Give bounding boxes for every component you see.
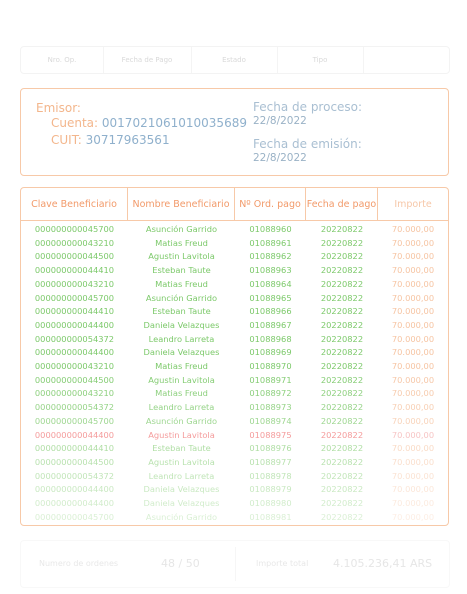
cell-nombre: Asunción Garrido <box>145 292 218 303</box>
cell-nombre: Matias Freud <box>155 388 208 399</box>
cell-fecha: 20220822 <box>320 443 364 454</box>
cell-clave: 000000000054372 <box>34 470 115 481</box>
cell-nombre: Matias Freud <box>155 361 208 371</box>
cell-fecha: 20220822 <box>320 470 364 481</box>
cell-importe: 70.000,00 <box>391 265 435 276</box>
cell-clave: 000000000043210 <box>34 278 115 289</box>
cell-fecha: 20220822 <box>320 429 364 440</box>
cell-orden: 01088969 <box>249 347 292 358</box>
cuenta-line <box>51 116 247 130</box>
col-header-importe[interactable]: Importe <box>394 198 432 210</box>
tab-tipo[interactable]: Tipo <box>277 47 364 73</box>
table-row[interactable] <box>21 319 448 333</box>
cell-nombre: Esteban Taute <box>152 306 211 317</box>
cell-orden: 01088961 <box>249 237 292 248</box>
cell-clave: 000000000044410 <box>34 443 115 454</box>
cell-orden: 01088962 <box>249 251 292 262</box>
ordenes-label: Numero de ordenes <box>39 559 119 568</box>
cell-nombre: Daniela Velazques <box>143 498 220 508</box>
ordenes-table <box>20 187 449 526</box>
cell-fecha: 20220822 <box>320 456 364 467</box>
fecha-emision-value: 22/8/2022 <box>253 152 307 164</box>
cell-importe: 70.000,00 <box>391 224 435 234</box>
cell-importe: 70.000,00 <box>391 443 435 454</box>
table-row[interactable] <box>21 346 448 360</box>
header-divider <box>21 220 448 221</box>
cell-nombre: Daniela Velazques <box>143 319 220 330</box>
tab-fecha-pago[interactable]: Fecha de Pago <box>103 47 192 73</box>
cell-fecha: 20220822 <box>320 278 364 289</box>
cell-importe: 70.000,00 <box>391 319 435 330</box>
cell-orden: 01088963 <box>249 265 292 276</box>
cell-fecha: 20220822 <box>320 361 364 371</box>
cell-fecha: 20220822 <box>320 374 364 385</box>
cell-clave: 000000000044400 <box>34 319 115 330</box>
cuit-line <box>51 133 170 147</box>
tab-estado[interactable]: Estado <box>191 47 278 73</box>
cuenta-label: Cuenta: <box>51 116 99 130</box>
ordenes-value: 48 / 50 <box>161 557 200 570</box>
cuit-value: 30717963561 <box>85 133 170 147</box>
cell-importe: 70.000,00 <box>391 402 435 413</box>
cell-nombre: Agustin Lavitola <box>148 429 215 440</box>
cell-orden: 01088976 <box>249 443 292 454</box>
cell-nombre: Asunción Garrido <box>145 511 218 522</box>
cell-importe: 70.000,00 <box>391 498 435 508</box>
cell-importe: 70.000,00 <box>391 237 435 248</box>
cell-orden: 01088975 <box>249 429 292 440</box>
cell-importe: 70.000,00 <box>391 333 435 344</box>
cell-nombre: Daniela Velazques <box>143 484 220 495</box>
cell-nombre: Leandro Larreta <box>148 402 215 413</box>
cell-importe: 70.000,00 <box>391 347 435 358</box>
summary-divider <box>235 547 236 581</box>
cell-fecha: 20220822 <box>320 306 364 317</box>
cell-fecha: 20220822 <box>320 511 364 522</box>
fecha-emision-label: Fecha de emisión: <box>253 137 362 151</box>
cell-clave: 000000000043210 <box>34 388 115 399</box>
summary-card <box>20 540 450 588</box>
cell-importe: 70.000,00 <box>391 292 435 303</box>
cell-orden: 01088960 <box>249 224 292 234</box>
cell-nombre: Esteban Taute <box>152 265 211 276</box>
importe-value: 4.105.236,41 ARS <box>333 557 433 570</box>
cell-nombre: Matias Freud <box>155 237 208 248</box>
fecha-proceso-label: Fecha de proceso: <box>253 100 363 114</box>
importe-label: Importe total <box>256 559 309 568</box>
cell-fecha: 20220822 <box>320 292 364 303</box>
cell-nombre: Agustin Lavitola <box>148 456 215 467</box>
cell-clave: 000000000045700 <box>34 415 115 426</box>
cell-orden: 01088971 <box>249 374 292 385</box>
cell-clave: 000000000044400 <box>34 347 115 358</box>
cell-clave: 000000000045700 <box>34 292 115 303</box>
cell-importe: 70.000,00 <box>391 511 435 522</box>
cell-orden: 01088979 <box>249 484 292 495</box>
cell-orden: 01088964 <box>249 278 292 289</box>
table-row[interactable] <box>21 415 448 429</box>
table-row[interactable] <box>21 456 448 470</box>
table-row[interactable] <box>21 470 448 484</box>
table-row[interactable] <box>21 511 448 525</box>
col-header-orden[interactable]: Nº Ord. pago <box>235 188 306 220</box>
cell-nombre: Asunción Garrido <box>145 224 218 234</box>
cell-clave: 000000000044400 <box>34 484 115 495</box>
cell-orden: 01088966 <box>249 306 292 317</box>
fecha-proceso-value: 22/8/2022 <box>253 115 307 127</box>
col-header-clave[interactable]: Clave Beneficiario <box>21 188 128 220</box>
cell-nombre: Agustin Lavitola <box>148 374 215 385</box>
cuit-label: CUIT: <box>51 133 82 147</box>
table-row[interactable] <box>21 497 448 511</box>
cell-fecha: 20220822 <box>320 402 364 413</box>
table-row[interactable] <box>21 250 448 264</box>
cell-importe: 70.000,00 <box>391 374 435 385</box>
cell-orden: 01088980 <box>249 498 292 508</box>
cuenta-value: 0017021061010035689 <box>101 116 247 130</box>
table-row[interactable] <box>21 374 448 388</box>
cell-fecha: 20220822 <box>320 333 364 344</box>
cell-orden: 01088968 <box>249 333 292 344</box>
table-row[interactable] <box>21 305 448 319</box>
table-row[interactable] <box>21 360 448 374</box>
cell-clave: 000000000045700 <box>34 511 115 522</box>
top-tab-bar <box>20 46 450 74</box>
table-row[interactable] <box>21 401 448 415</box>
cell-importe: 70.000,00 <box>391 278 435 289</box>
cell-nombre: Agustin Lavitola <box>148 251 215 262</box>
cell-clave: 000000000043210 <box>34 361 115 371</box>
cell-clave: 000000000044500 <box>34 456 115 467</box>
cell-clave: 000000000043210 <box>34 237 115 248</box>
cell-nombre: Asunción Garrido <box>145 415 218 426</box>
cell-fecha: 20220822 <box>320 237 364 248</box>
cell-nombre: Leandro Larreta <box>148 470 215 481</box>
cell-fecha: 20220822 <box>320 498 364 508</box>
emisor-heading: Emisor: <box>36 101 81 115</box>
cell-clave: 000000000044410 <box>34 265 115 276</box>
col-header-nombre[interactable]: Nombre Beneficiario <box>128 188 235 220</box>
cell-importe: 70.000,00 <box>391 361 435 371</box>
cell-importe: 70.000,00 <box>391 306 435 317</box>
table-row[interactable] <box>21 264 448 278</box>
table-row[interactable] <box>21 333 448 347</box>
cell-clave: 000000000045700 <box>34 224 115 234</box>
cell-fecha: 20220822 <box>320 347 364 358</box>
table-row[interactable] <box>21 237 448 251</box>
tab-extra[interactable] <box>363 47 449 73</box>
cell-clave: 000000000054372 <box>34 333 115 344</box>
cell-clave: 000000000044500 <box>34 251 115 262</box>
cell-orden: 01088967 <box>249 319 292 330</box>
cell-fecha: 20220822 <box>320 265 364 276</box>
cell-importe: 70.000,00 <box>391 415 435 426</box>
table-row[interactable] <box>21 278 448 292</box>
cell-nombre: Esteban Taute <box>152 443 211 454</box>
cell-orden: 01088965 <box>249 292 292 303</box>
table-row[interactable] <box>21 223 448 237</box>
cell-nombre: Matias Freud <box>155 278 208 289</box>
col-header-fecha[interactable]: Fecha de pago <box>306 188 378 220</box>
cell-orden: 01088970 <box>249 361 292 371</box>
cell-fecha: 20220822 <box>320 224 364 234</box>
cell-fecha: 20220822 <box>320 319 364 330</box>
cell-orden: 01088974 <box>249 415 292 426</box>
cell-clave: 000000000044400 <box>34 429 115 440</box>
emisor-card <box>20 88 449 176</box>
cell-importe: 70.000,00 <box>391 388 435 399</box>
cell-importe: 70.000,00 <box>391 470 435 481</box>
table-row[interactable] <box>21 429 448 443</box>
cell-orden: 01088977 <box>249 456 292 467</box>
cell-nombre: Leandro Larreta <box>148 333 215 344</box>
cell-clave: 000000000044500 <box>34 374 115 385</box>
cell-clave: 000000000044400 <box>34 498 115 508</box>
cell-orden: 01088981 <box>249 511 292 522</box>
cell-fecha: 20220822 <box>320 415 364 426</box>
cell-orden: 01088978 <box>249 470 292 481</box>
cell-importe: 70.000,00 <box>391 456 435 467</box>
cell-nombre: Daniela Velazques <box>143 347 220 358</box>
cell-importe: 70.000,00 <box>391 484 435 495</box>
table-row[interactable] <box>21 387 448 401</box>
tab-nro-op[interactable]: Nro. Op. <box>21 47 104 73</box>
cell-importe: 70.000,00 <box>391 429 435 440</box>
cell-fecha: 20220822 <box>320 484 364 495</box>
table-row[interactable] <box>21 292 448 306</box>
cell-fecha: 20220822 <box>320 251 364 262</box>
cell-clave: 000000000054372 <box>34 402 115 413</box>
table-row[interactable] <box>21 483 448 497</box>
cell-orden: 01088972 <box>249 388 292 399</box>
cell-orden: 01088973 <box>249 402 292 413</box>
table-row[interactable] <box>21 442 448 456</box>
cell-importe: 70.000,00 <box>391 251 435 262</box>
cell-clave: 000000000044410 <box>34 306 115 317</box>
cell-fecha: 20220822 <box>320 388 364 399</box>
